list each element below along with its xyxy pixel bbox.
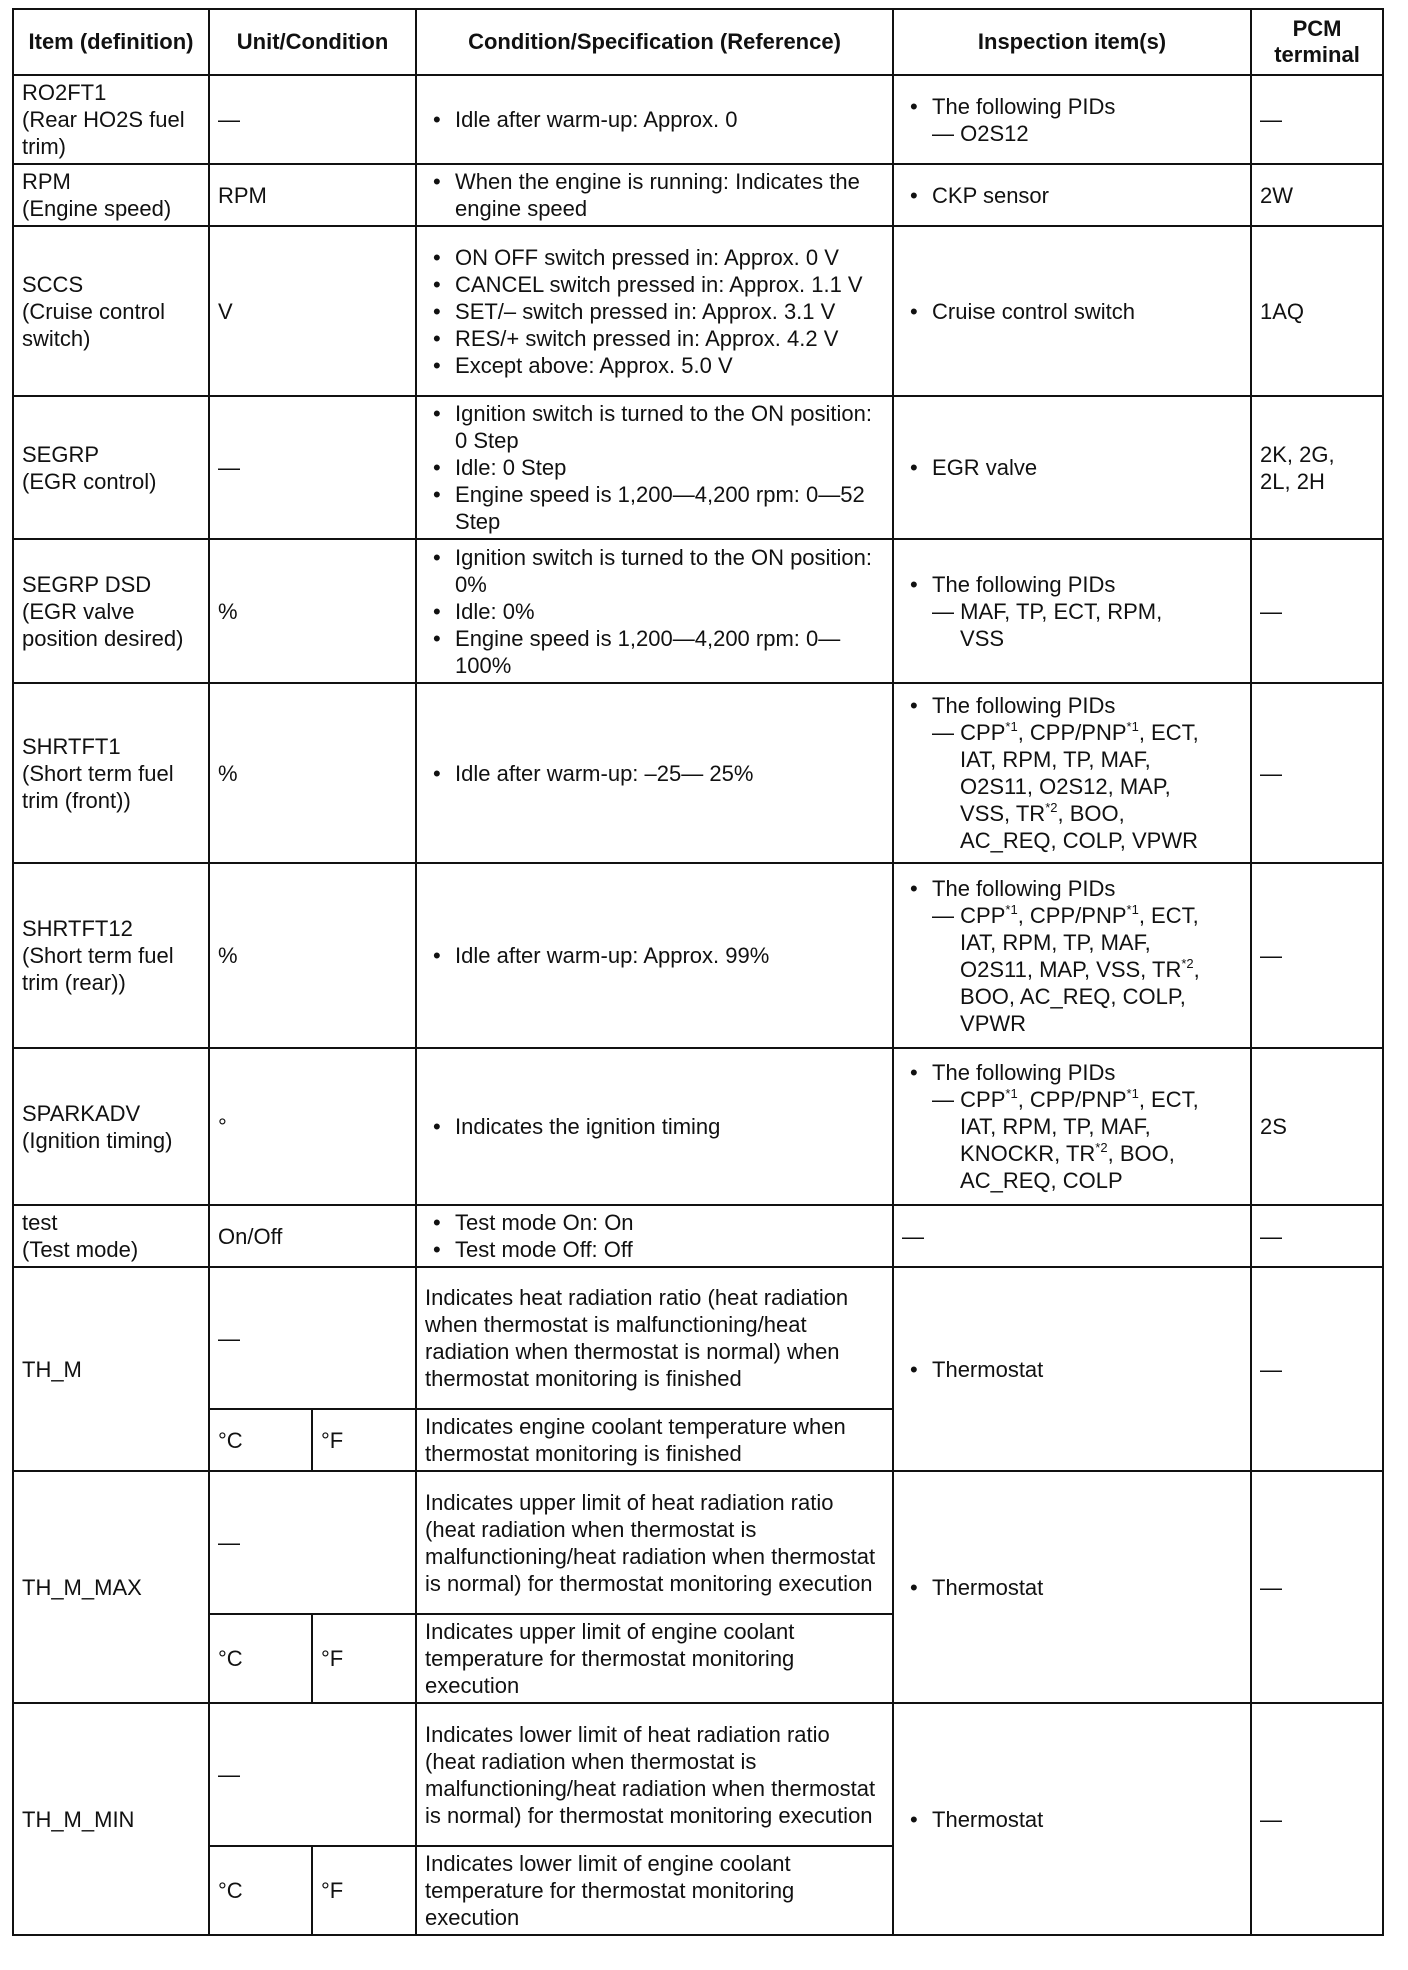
- condition-cell: [416, 1205, 893, 1267]
- item-definition: (Engine speed): [22, 196, 172, 221]
- condition-item: • Except above: Approx. 5.0 V: [425, 352, 884, 379]
- inspection-cell: [893, 396, 1251, 539]
- item-name: SEGRP DSD: [22, 571, 152, 597]
- condition-cell: Indicates heat radiation ratio (heat radiation when thermostat is malfunctioning/heat radiation when thermostat is normal) when thermostat monitoring is finished: [416, 1267, 893, 1409]
- footnote-ref: *2: [1045, 800, 1058, 815]
- item-cell: [13, 1205, 209, 1267]
- condition-item: • Idle after warm-up: Approx. 99%: [425, 942, 884, 969]
- condition-item: • Engine speed is 1,200—4,200 rpm: 0—100%: [425, 625, 884, 679]
- condition-item: • SET/– switch pressed in: Approx. 3.1 V: [425, 298, 884, 325]
- item-cell: [13, 863, 209, 1048]
- item-definition: (Short term fuel trim (front)): [22, 760, 174, 813]
- footnote-ref: *2: [1181, 955, 1194, 971]
- inspection-cell: [893, 226, 1251, 396]
- pcm-terminal-cell: —: [1251, 1471, 1383, 1703]
- inspection-pid-list: — MAF, TP, ECT, RPM,: [932, 598, 1163, 624]
- condition-cell: Indicates upper limit of engine coolant temperature for thermostat monitoring execution: [416, 1614, 893, 1703]
- inspection-item: • Thermostat: [902, 1356, 1242, 1383]
- pcm-terminal-line1: 2K, 2G,: [1260, 441, 1335, 467]
- inspection-item: • EGR valve: [902, 454, 1242, 481]
- item-name: RO2FT1: [22, 80, 107, 105]
- table-row-segrp: [13, 396, 1383, 539]
- item-cell: [13, 396, 209, 539]
- item-name: SCCS: [22, 271, 84, 297]
- item-name: SEGRP: [22, 441, 100, 467]
- inspection-cell: —: [893, 1205, 1251, 1267]
- condition-cell: Indicates lower limit of engine coolant temperature for thermostat monitoring execution: [416, 1846, 893, 1935]
- pid-specification-table: [12, 8, 1384, 1936]
- item-cell: [13, 1048, 209, 1205]
- inspection-pid-list-cont: AC_REQ, COLP, VPWR: [960, 828, 1199, 853]
- condition-cell: [416, 75, 893, 164]
- inspection-item: • The following PIDs: [902, 571, 1242, 598]
- item-cell: [13, 164, 209, 226]
- inspection-item: • CKP sensor: [902, 182, 1242, 209]
- item-name: test: [22, 1210, 58, 1235]
- condition-cell: [416, 863, 893, 1048]
- table-row-segrp-dsd: [13, 539, 1383, 683]
- header-condition: Condition/Specification (Reference): [416, 9, 893, 75]
- inspection-cell: [893, 1471, 1251, 1703]
- inspection-pid-list-cont: VSS, TR$^{*2}$, BOO,: [960, 800, 1125, 826]
- pcm-terminal-cell: —: [1251, 1703, 1383, 1935]
- condition-item: • ON OFF switch pressed in: Approx. 0 V: [425, 244, 884, 271]
- condition-item: • Idle: 0%: [425, 598, 884, 625]
- condition-cell: [416, 164, 893, 226]
- item-definition: (Cruise control switch): [22, 298, 166, 351]
- table-row-shrtft12: [13, 863, 1383, 1048]
- unit-cell: %: [209, 539, 416, 683]
- unit-cell: °: [209, 1048, 416, 1205]
- inspection-item: • Thermostat: [902, 1806, 1242, 1833]
- inspection-pid-list-cont: BOO, AC_REQ, COLP,: [960, 983, 1186, 1009]
- item-definition: (EGR valve position desired): [22, 598, 184, 651]
- inspection-pid-list: — O2S12: [932, 120, 1029, 146]
- unit-fahrenheit: °F: [312, 1409, 416, 1471]
- condition-item: • Ignition switch is turned to the ON position: 0 Step: [425, 400, 884, 454]
- item-name: TH_M_MAX: [22, 1574, 142, 1600]
- item-definition: (Ignition timing): [22, 1127, 173, 1153]
- unit-cell: RPM: [209, 164, 416, 226]
- item-name: RPM: [22, 169, 71, 194]
- item-name: SPARKADV: [22, 1100, 141, 1126]
- unit-cell: %: [209, 683, 416, 863]
- unit-cell: —: [209, 1267, 416, 1409]
- unit-cell: —: [209, 396, 416, 539]
- pcm-terminal-cell: —: [1251, 539, 1383, 683]
- condition-item: • Indicates the ignition timing: [425, 1113, 884, 1140]
- table-row-th-m: [13, 1267, 1383, 1409]
- inspection-cell: [893, 1703, 1251, 1935]
- header-pcm-line1: PCM: [1292, 16, 1342, 41]
- table-row-th-m-max: [13, 1471, 1383, 1614]
- condition-cell: [416, 1048, 893, 1205]
- item-name: TH_M_MIN: [22, 1806, 135, 1832]
- item-definition: (EGR control): [22, 468, 157, 494]
- item-cell: [13, 1703, 209, 1935]
- item-cell: [13, 539, 209, 683]
- inspection-pid-list-cont: O2S11, O2S12, MAP,: [960, 774, 1171, 799]
- inspection-cell: [893, 164, 1251, 226]
- header-pcm-line2: terminal: [1274, 42, 1360, 67]
- condition-cell: [416, 539, 893, 683]
- pcm-terminal-cell: —: [1251, 1205, 1383, 1267]
- inspection-cell: [893, 863, 1251, 1048]
- condition-item: • When the engine is running: Indicates the engine speed: [425, 168, 884, 222]
- item-cell: [13, 75, 209, 164]
- condition-cell: [416, 683, 893, 863]
- item-name: TH_M: [22, 1356, 82, 1382]
- unit-cell: —: [209, 1471, 416, 1614]
- condition-item: • Test mode On: On: [425, 1209, 884, 1236]
- condition-cell: [416, 226, 893, 396]
- pcm-terminal-line2: 2L, 2H: [1260, 468, 1325, 494]
- inspection-cell: [893, 683, 1251, 863]
- inspection-item: • Thermostat: [902, 1574, 1242, 1601]
- footnote-ref: *1: [1005, 901, 1018, 917]
- inspection-pid-list-cont: KNOCKR, TR$^{*2}$, BOO,: [960, 1140, 1175, 1166]
- unit-celsius: °C: [209, 1846, 312, 1935]
- unit-fahrenheit: °F: [312, 1846, 416, 1935]
- inspection-item: • Cruise control switch: [902, 298, 1242, 325]
- table-row-shrtft1: [13, 683, 1383, 863]
- unit-cell: V: [209, 226, 416, 396]
- inspection-pid-list: — CPP$^{*1}$, CPP/PNP$^{*1}$, ECT,: [932, 719, 1199, 745]
- inspection-pid-list-cont: IAT, RPM, TP, MAF,: [960, 747, 1151, 772]
- table-row-test: [13, 1205, 1383, 1267]
- unit-cell: —: [209, 75, 416, 164]
- inspection-pid-list-cont: IAT, RPM, TP, MAF,: [960, 1114, 1151, 1139]
- inspection-pid-list-cont: VSS: [960, 625, 1005, 651]
- header-inspection: Inspection item(s): [893, 9, 1251, 75]
- pcm-terminal-cell: —: [1251, 75, 1383, 164]
- condition-item: • RES/+ switch pressed in: Approx. 4.2 V: [425, 325, 884, 352]
- pcm-terminal-cell: 1AQ: [1251, 226, 1383, 396]
- condition-item: • Idle: 0 Step: [425, 454, 884, 481]
- condition-cell: Indicates engine coolant temperature when thermostat monitoring is finished: [416, 1409, 893, 1471]
- footnote-ref: *1: [1005, 1086, 1018, 1101]
- inspection-pid-list-cont: O2S11, MAP, VSS, TR$^{*2}$,: [960, 955, 1200, 982]
- unit-cell: —: [209, 1703, 416, 1846]
- item-cell: [13, 1471, 209, 1703]
- inspection-pid-list: — CPP$^{*1}$, CPP/PNP$^{*1}$, ECT,: [932, 1086, 1199, 1112]
- item-definition: (Short term fuel trim (rear)): [22, 943, 174, 995]
- table-row-rpm: [13, 164, 1383, 226]
- inspection-cell: [893, 539, 1251, 683]
- inspection-pid-list-cont: IAT, RPM, TP, MAF,: [960, 929, 1151, 955]
- item-cell: [13, 683, 209, 863]
- unit-cell: %: [209, 863, 416, 1048]
- inspection-pid-list-cont: VPWR: [960, 1010, 1027, 1036]
- inspection-cell: [893, 75, 1251, 164]
- pcm-terminal-cell: —: [1251, 683, 1383, 863]
- condition-item: • Idle after warm-up: Approx. 0: [425, 106, 884, 133]
- pcm-terminal-cell: [1251, 396, 1383, 539]
- pcm-terminal-cell: 2S: [1251, 1048, 1383, 1205]
- table-row-sccs: [13, 226, 1383, 396]
- unit-celsius: °C: [209, 1614, 312, 1703]
- inspection-item: • The following PIDs: [902, 692, 1242, 719]
- item-name: SHRTFT1: [22, 733, 121, 759]
- condition-cell: [416, 396, 893, 539]
- inspection-cell: [893, 1048, 1251, 1205]
- inspection-item: • The following PIDs: [902, 875, 1242, 902]
- footnote-ref: *1: [1126, 1086, 1139, 1101]
- pcm-terminal-cell: —: [1251, 863, 1383, 1048]
- condition-item: • Test mode Off: Off: [425, 1236, 884, 1263]
- footnote-ref: *1: [1126, 719, 1139, 734]
- unit-cell: On/Off: [209, 1205, 416, 1267]
- inspection-cell: [893, 1267, 1251, 1471]
- inspection-item: • The following PIDs: [902, 93, 1242, 120]
- item-definition: (Rear HO2S fuel trim): [22, 107, 185, 159]
- condition-item: • Engine speed is 1,200—4,200 rpm: 0—52 Step: [425, 481, 884, 535]
- unit-celsius: °C: [209, 1409, 312, 1471]
- pcm-terminal-cell: 2W: [1251, 164, 1383, 226]
- condition-item: • Ignition switch is turned to the ON position: 0%: [425, 544, 884, 598]
- condition-cell: Indicates lower limit of heat radiation ratio (heat radiation when thermostat is malfunctioning/heat radiation when thermostat is normal) for thermostat monitoring execution: [416, 1703, 893, 1846]
- pcm-terminal-cell: —: [1251, 1267, 1383, 1471]
- condition-cell: Indicates upper limit of heat radiation ratio (heat radiation when thermostat is malfunctioning/heat radiation when thermostat is normal) for thermostat monitoring execution: [416, 1471, 893, 1614]
- unit-fahrenheit: °F: [312, 1614, 416, 1703]
- inspection-item: • The following PIDs: [902, 1059, 1242, 1086]
- condition-item: • CANCEL switch pressed in: Approx. 1.1 V: [425, 271, 884, 298]
- footnote-ref: *1: [1005, 719, 1018, 734]
- inspection-pid-list: — CPP$^{*1}$, CPP/PNP$^{*1}$, ECT,: [932, 901, 1199, 928]
- table-row-th-m-min: [13, 1703, 1383, 1846]
- condition-item: • Idle after warm-up: –25— 25%: [425, 760, 884, 787]
- item-definition: (Test mode): [22, 1237, 139, 1262]
- table-row-ro2ft1: [13, 75, 1383, 164]
- inspection-pid-list-cont: AC_REQ, COLP: [960, 1168, 1123, 1193]
- footnote-ref: *2: [1095, 1140, 1108, 1155]
- header-pcm-terminal: [1251, 9, 1383, 75]
- item-name: SHRTFT12: [22, 916, 133, 941]
- header-row: [13, 9, 1383, 75]
- header-unit: Unit/Condition: [209, 9, 416, 75]
- header-item: Item (definition): [13, 9, 209, 75]
- item-cell: [13, 226, 209, 396]
- item-cell: [13, 1267, 209, 1471]
- table-row-sparkadv: [13, 1048, 1383, 1205]
- footnote-ref: *1: [1126, 901, 1139, 917]
